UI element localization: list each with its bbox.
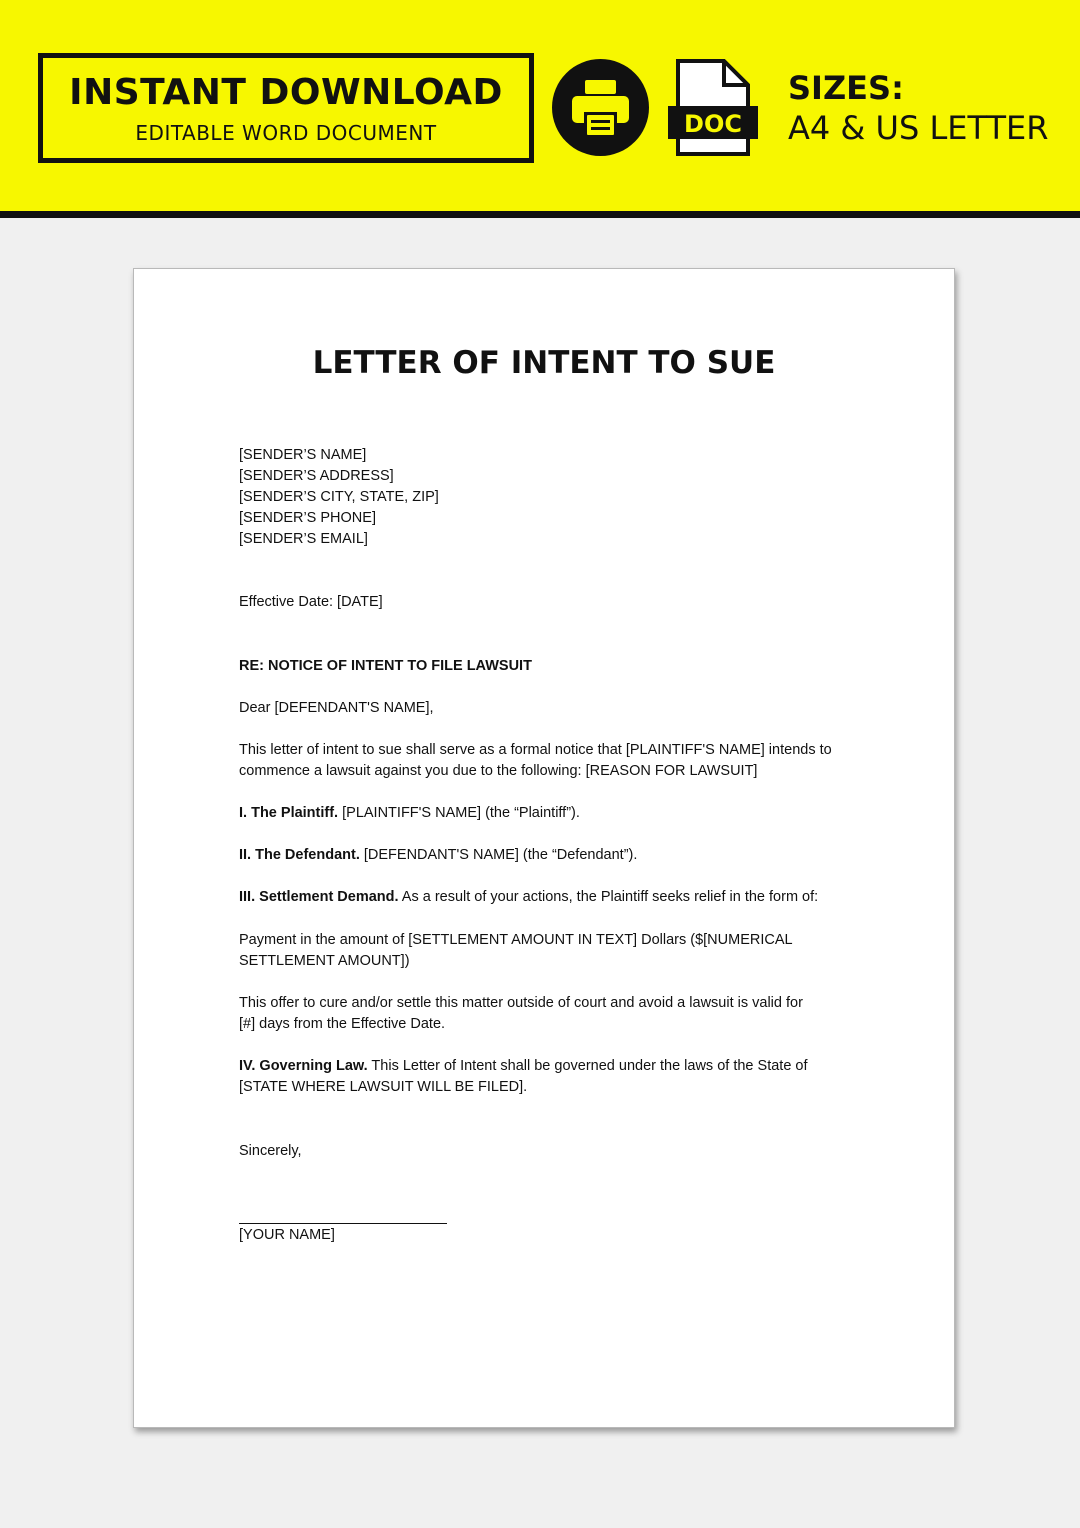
- offer-line-2: [#] days from the Effective Date.: [239, 1016, 446, 1032]
- banner-divider: [0, 211, 1080, 218]
- section-governing-law-heading: IV. Governing Law.: [239, 1058, 368, 1074]
- section-settlement-text: As a result of your actions, the Plaintiff seeks relief in the form of:: [398, 889, 819, 905]
- sender-name: [SENDER’S NAME]: [239, 447, 367, 463]
- section-settlement-heading: III. Settlement Demand.: [239, 889, 399, 905]
- section-governing-law: [239, 1056, 808, 1076]
- payment-line-2: SETTLEMENT AMOUNT]): [239, 953, 410, 969]
- doc-file-icon: [664, 58, 760, 158]
- instant-download-title: INSTANT DOWNLOAD: [69, 72, 503, 113]
- section-plaintiff: [239, 803, 580, 823]
- doc-badge-text: DOC: [684, 110, 742, 138]
- section-defendant: [239, 845, 637, 865]
- sizes-label: SIZES:: [788, 69, 904, 107]
- printer-icon: [552, 59, 649, 156]
- instant-download-box: [38, 53, 534, 163]
- letter-page: [133, 268, 955, 1428]
- signature-line: [239, 1223, 447, 1224]
- sender-city-state-zip: [SENDER’S CITY, STATE, ZIP]: [239, 489, 439, 505]
- section-settlement: [239, 887, 818, 907]
- re-line: RE: NOTICE OF INTENT TO FILE LAWSUIT: [239, 658, 532, 674]
- intro-line-1: This letter of intent to sue shall serve as a formal notice that [PLAINTIFF'S NAME] intends to: [239, 742, 832, 758]
- closing: Sincerely,: [239, 1143, 302, 1159]
- sizes-value: A4 & US LETTER: [788, 109, 1049, 147]
- section-defendant-text: [DEFENDANT'S NAME] (the “Defendant”).: [359, 847, 638, 863]
- section-governing-law-text: This Letter of Intent shall be governed under the laws of the State of: [367, 1058, 808, 1074]
- signature-name: [YOUR NAME]: [239, 1227, 335, 1243]
- payment-line-1: Payment in the amount of [SETTLEMENT AMOUNT IN TEXT] Dollars ($[NUMERICAL: [239, 932, 793, 948]
- section-defendant-heading: II. The Defendant.: [239, 847, 360, 863]
- page-title: LETTER OF INTENT TO SUE: [312, 345, 776, 381]
- sender-address: [SENDER’S ADDRESS]: [239, 468, 394, 484]
- offer-line-1: This offer to cure and/or settle this matter outside of court and avoid a lawsuit is valid for: [239, 995, 803, 1011]
- section-plaintiff-text: [PLAINTIFF'S NAME] (the “Plaintiff”).: [338, 805, 580, 821]
- governing-law-line-2: [STATE WHERE LAWSUIT WILL BE FILED].: [239, 1079, 528, 1095]
- promo-banner: [0, 0, 1080, 212]
- intro-line-2: commence a lawsuit against you due to the following: [REASON FOR LAWSUIT]: [239, 763, 758, 779]
- sender-phone: [SENDER’S PHONE]: [239, 510, 376, 526]
- editable-word-subtitle: EDITABLE WORD DOCUMENT: [135, 121, 437, 145]
- effective-date: Effective Date: [DATE]: [239, 594, 383, 610]
- sender-email: [SENDER’S EMAIL]: [239, 531, 368, 547]
- section-plaintiff-heading: I. The Plaintiff.: [239, 805, 339, 821]
- greeting: Dear [DEFENDANT'S NAME],: [239, 700, 434, 716]
